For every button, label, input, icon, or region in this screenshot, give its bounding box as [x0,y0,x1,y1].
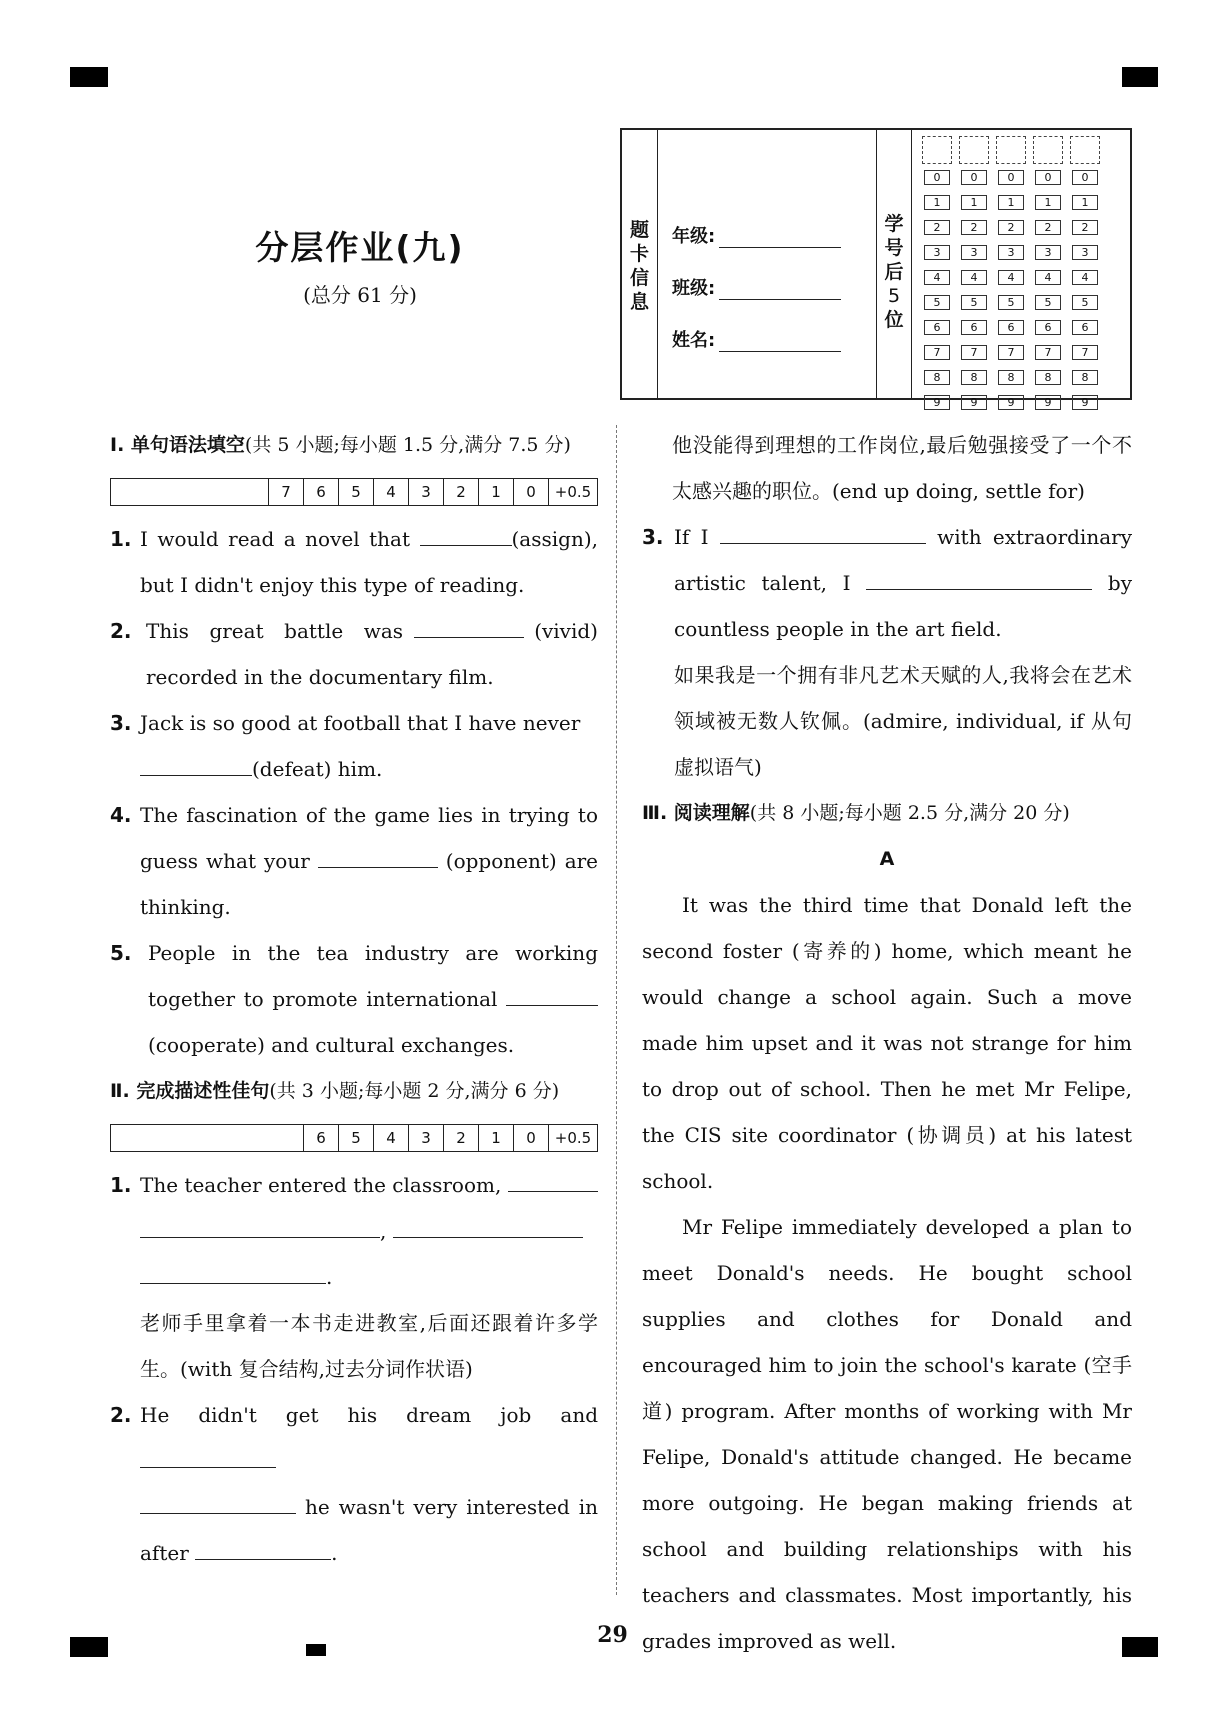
registration-mark-top-left [70,67,108,87]
answer-blank[interactable] [140,1445,276,1468]
section-2-score-bar [110,1124,598,1152]
label-char: 位 [884,309,904,331]
id-digit-bubble[interactable]: 9 [998,395,1024,410]
id-digit-bubble[interactable]: 3 [998,245,1024,260]
id-digit-bubble[interactable]: 9 [1035,395,1061,410]
grade-label: 年级: [672,226,716,247]
s1-question-2: 2. This great battle was (vivid) recorded in the documentary film. [110,608,598,700]
s2-question-1: 1. The teacher entered the classroom, , . 老师手里拿着一本书走进教室,后面还跟着许多学生。(with 复合结构,过去分词作状语) [110,1162,598,1392]
id-digit-column [1033,136,1063,420]
class-field[interactable] [672,274,841,300]
id-digit-bubble[interactable]: 4 [1035,270,1061,285]
grade-field[interactable] [672,222,841,248]
id-digit-bubble[interactable]: 3 [1035,245,1061,260]
id-digit-column [1070,136,1100,420]
answer-blank[interactable] [508,1169,598,1192]
id-digit-write-box[interactable] [959,136,989,164]
name-label: 姓名: [672,330,716,351]
id-digit-bubble[interactable]: 3 [924,245,950,260]
id-digit-write-box[interactable] [922,136,952,164]
score-cell[interactable]: 0 [513,479,548,505]
answer-blank[interactable] [140,1491,296,1514]
answer-blank[interactable] [506,983,598,1006]
id-digit-bubble[interactable]: 2 [998,220,1024,235]
score-cell[interactable]: 0 [513,1125,548,1151]
id-digit-bubble[interactable]: 5 [961,295,987,310]
score-cell[interactable]: 7 [268,479,303,505]
s1-question-4: 4. The fascination of the game lies in trying to guess what your (opponent) are thinking. [110,803,599,919]
id-digit-bubble[interactable]: 6 [924,320,950,335]
id-digit-bubble[interactable]: 0 [1072,170,1098,185]
id-digit-bubble[interactable]: 2 [1035,220,1061,235]
student-fields [660,130,896,398]
s2-q3-chinese-prompt: 如果我是一个拥有非凡艺术天赋的人,我将会在艺术领域被无数人钦佩。(admire, individual, if 从句虚拟语气) [674,663,1132,779]
left-column [110,422,598,1576]
id-digit-bubble[interactable]: 7 [998,345,1024,360]
score-cell[interactable]: 6 [303,479,338,505]
score-cell[interactable]: 5 [338,479,373,505]
id-digit-bubble[interactable]: 9 [961,395,987,410]
id-digit-bubble[interactable]: 2 [924,220,950,235]
id-digit-bubble[interactable]: 1 [961,195,987,210]
page-title: 分层作业(九) [255,228,465,267]
id-digit-bubble[interactable]: 5 [924,295,950,310]
id-digit-bubble[interactable]: 3 [1072,245,1098,260]
id-digit-bubble[interactable]: 8 [924,370,950,385]
id-digit-bubble[interactable]: 9 [1072,395,1098,410]
section-3-heading: Ⅲ. 阅读理解(共 8 小题;每小题 2.5 分,满分 20 分) [642,802,1070,824]
id-digit-bubble[interactable]: 0 [924,170,950,185]
id-digit-bubble[interactable]: 4 [924,270,950,285]
page-number: 29 [597,1622,628,1648]
id-digit-column [959,136,989,420]
answer-blank[interactable] [318,845,438,868]
label-char: 息 [629,291,649,313]
score-cell[interactable]: 6 [303,1125,338,1151]
id-digit-bubble[interactable]: 0 [961,170,987,185]
id-digit-bubble[interactable]: 8 [998,370,1024,385]
answer-card-info [620,128,1132,409]
passage-title: A [879,848,895,870]
label-char: 后 [884,261,904,283]
score-cell[interactable]: 1 [478,479,513,505]
answer-blank[interactable] [140,1215,380,1238]
id-digit-bubble[interactable]: 1 [1035,195,1061,210]
score-cell[interactable]: 3 [408,1125,443,1151]
id-digit-bubble[interactable]: 8 [1035,370,1061,385]
id-digit-bubble[interactable]: 6 [998,320,1024,335]
id-digit-bubble[interactable]: 4 [961,270,987,285]
score-cell[interactable]: 2 [443,1125,478,1151]
s1-question-1: 1. I would read a novel that (assign), but I didn't enjoy this type of reading. [110,516,598,608]
answer-blank[interactable] [720,521,926,544]
column-divider [616,425,617,1595]
id-digit-bubble[interactable]: 8 [1072,370,1098,385]
id-digit-bubble[interactable]: 1 [1072,195,1098,210]
id-digit-bubble[interactable]: 5 [1072,295,1098,310]
id-digit-write-box[interactable] [996,136,1026,164]
id-digit-column [922,136,952,420]
id-digit-bubble[interactable]: 7 [1035,345,1061,360]
label-char: 学 [884,213,904,235]
id-digit-bubble[interactable]: 9 [924,395,950,410]
section-1-score-bar [110,478,598,506]
answer-blank[interactable] [393,1215,583,1238]
label-char: 题 [629,219,649,241]
passage-paragraph: Mr Felipe immediately developed a plan to meet Donald's needs. He bought school supplies and clothes for Donald and encouraged him to join the school's karate (空手道) program. After months of working with Mr Felipe, Donald's attitude changed. He became more outgoing. He began making friends at school and building relationships with his teachers and classmates. Most importantly, his grades improved as well. [642,1215,1132,1653]
id-digit-bubble[interactable]: 1 [924,195,950,210]
id-digit-bubble[interactable]: 0 [1035,170,1061,185]
id-digit-bubble[interactable]: 2 [1072,220,1098,235]
answer-blank[interactable] [866,567,1092,590]
id-digit-column [996,136,1026,420]
answer-blank[interactable] [140,753,252,776]
label-char: 5 [887,285,901,307]
section-2-heading: Ⅱ. 完成描述性佳句(共 3 小题;每小题 2 分,满分 6 分) [110,1080,560,1102]
id-digit-bubble[interactable]: 5 [998,295,1024,310]
score-cell[interactable]: 4 [373,479,408,505]
s1-question-3: 3. Jack is so good at football that I have never (defeat) him. [110,711,581,781]
s2-q1-chinese-prompt: 老师手里拿着一本书走进教室,后面还跟着许多学生。(with 复合结构,过去分词作状语) [140,1311,598,1381]
id-digit-bubble[interactable]: 6 [961,320,987,335]
id-digit-bubble[interactable]: 3 [961,245,987,260]
s2-question-2-start: 2. He didn't get his dream job and he wasn't very interested in after . [110,1403,598,1565]
id-digit-write-box[interactable] [1033,136,1063,164]
answer-blank[interactable] [414,615,524,638]
right-column [642,422,1132,1664]
score-cell[interactable]: 2 [443,479,478,505]
id-digit-bubble[interactable]: 5 [1035,295,1061,310]
section-1-heading: Ⅰ. 单句语法填空(共 5 小题;每小题 1.5 分,满分 7.5 分) [110,434,571,456]
s1-question-5: 5. People in the tea industry are working together to promote international (cooperate) and cultural exchanges. [110,941,598,1057]
name-field[interactable] [672,326,841,352]
score-cell[interactable]: 5 [338,1125,373,1151]
id-digit-bubble[interactable]: 1 [998,195,1024,210]
id-digit-bubble[interactable]: 0 [998,170,1024,185]
registration-mark-top-right [1122,67,1158,87]
id-digit-bubble[interactable]: 4 [998,270,1024,285]
passage-paragraph: It was the third time that Donald left the second foster (寄养的) home, which meant he would change a school again. Such a move made him upset and it was not strange for him to drop out of school. Then he met Mr Felipe, the CIS site coordinator (协调员) at his latest school. [642,893,1132,1193]
total-score: (总分 61 分) [303,283,417,307]
id-digit-write-box[interactable] [1070,136,1100,164]
label-char: 信 [629,267,649,289]
s2-question-3: 3. If I with extraordinary artistic talent, I by countless people in the art field. 如果我是一个拥有非凡艺术天赋的人,我将会在艺术领域被无数人钦佩。(admire, individual, if 从句虚拟语气) [642,514,1132,790]
id-digit-bubble[interactable]: 4 [1072,270,1098,285]
answer-blank[interactable] [420,523,512,546]
bonus-score-cell[interactable]: +0.5 [548,479,597,505]
id-digit-bubble[interactable]: 6 [1072,320,1098,335]
answer-blank[interactable] [195,1537,331,1560]
class-label: 班级: [672,278,716,299]
score-cell[interactable]: 4 [373,1125,408,1151]
label-char: 号 [884,237,904,259]
answer-blank[interactable] [140,1261,326,1284]
card-info-label [622,130,658,398]
id-digit-bubble[interactable]: 7 [924,345,950,360]
score-cell[interactable]: 1 [478,1125,513,1151]
score-cell[interactable]: 3 [408,479,443,505]
id-digit-bubble[interactable]: 2 [961,220,987,235]
id-digit-bubble[interactable]: 7 [1072,345,1098,360]
id-digit-bubble[interactable]: 7 [961,345,987,360]
s2-q2-chinese-prompt: 他没能得到理想的工作岗位,最后勉强接受了一个不太感兴趣的职位。(end up doing, settle for) [672,433,1132,503]
bonus-score-cell[interactable]: +0.5 [548,1125,597,1151]
student-id-label [876,130,912,398]
title-block [150,222,570,308]
id-digit-bubble[interactable]: 6 [1035,320,1061,335]
id-digit-bubble[interactable]: 8 [961,370,987,385]
label-char: 卡 [629,243,649,265]
